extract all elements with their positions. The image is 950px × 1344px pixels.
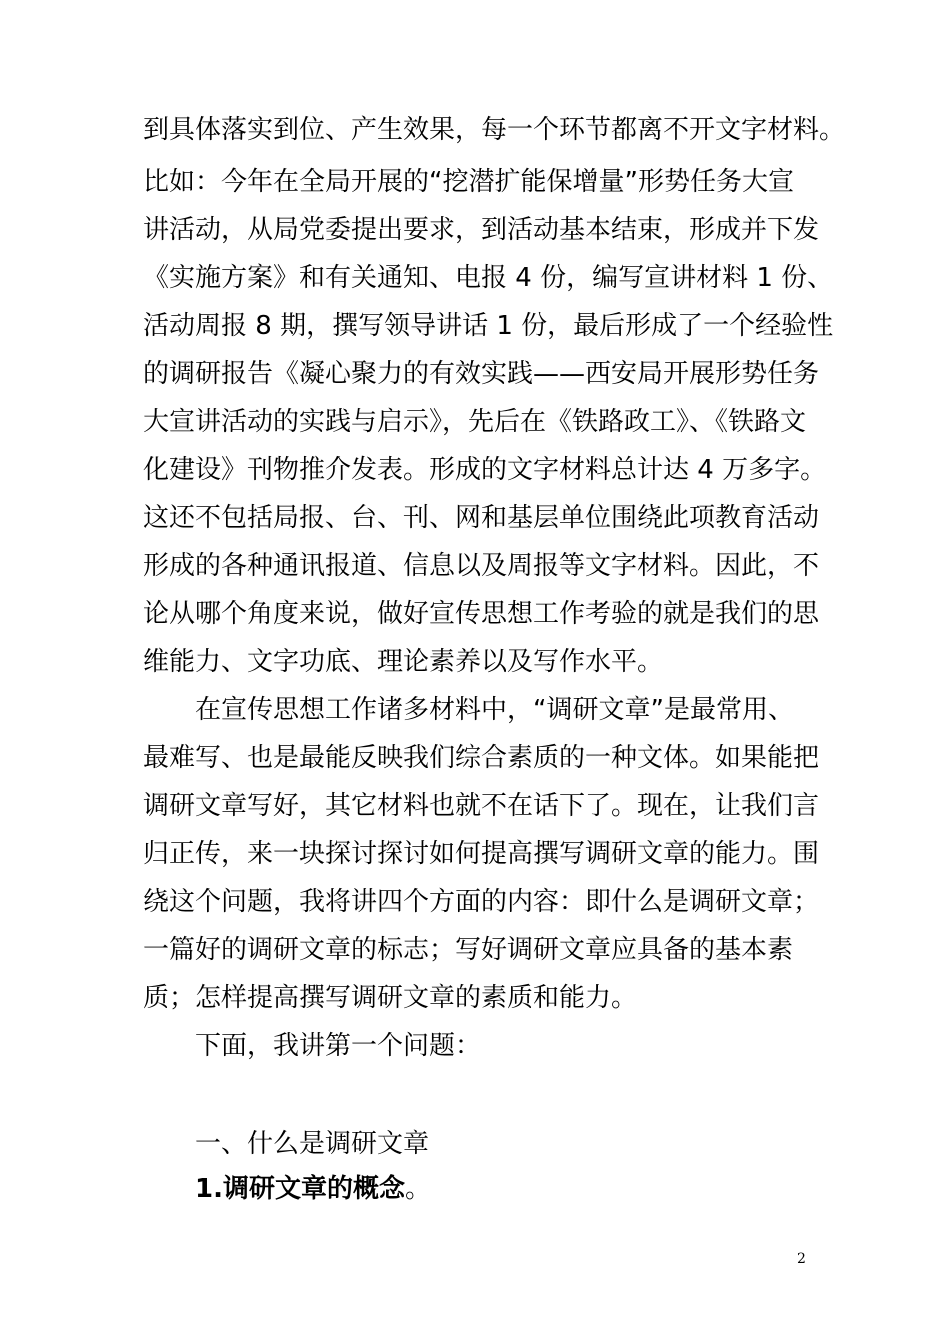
page-number: 2 [797,1251,806,1267]
paragraph-line: 的调研报告《凝心聚力的有效实践——西安局开展形势任务 [143,359,820,389]
paragraph-line: 比如：今年在全局开展的“挖潜扩能保增量”形势任务大宣 [143,167,794,197]
paragraph-line: 质；怎样提高撰写调研文章的素质和能力。 [143,983,638,1013]
paragraph-line: 化建设》刊物推介发表。形成的文字材料总计达 4 万多字。 [143,455,827,485]
paragraph-line: 调研文章写好，其它材料也就不在话下了。现在，让我们言 [143,791,820,821]
paragraph-line: 讲活动，从局党委提出要求，到活动基本结束，形成并下发 [143,215,820,245]
paragraph-line: 归正传，来一块探讨探讨如何提高撰写调研文章的能力。围 [143,839,820,869]
paragraph-line: 在宣传思想工作诸多材料中，“调研文章”是最常用、 [195,695,794,725]
paragraph-line: 一篇好的调研文章的标志；写好调研文章应具备的基本素 [143,935,794,965]
paragraph-line: 维能力、文字功底、理论素养以及写作水平。 [143,647,664,677]
paragraph-line: 形成的各种通讯报道、信息以及周报等文字材料。因此，不 [143,551,820,581]
paragraph-line: 活动周报 8 期，撰写领导讲话 1 份，最后形成了一个经验性 [143,311,834,341]
paragraph-line: 这还不包括局报、台、刊、网和基层单位围绕此项教育活动 [143,503,820,533]
subsection-heading-punctuation: 。 [404,1174,431,1204]
paragraph-line: 论从哪个角度来说，做好宣传思想工作考验的就是我们的思 [143,599,820,629]
paragraph-line: 《实施方案》和有关通知、电报 4 份，编写宣讲材料 1 份、 [143,263,834,293]
paragraph-line: 到具体落实到位、产生效果，每一个环节都离不开文字材料。 [143,115,846,145]
subsection-heading-text: 1.调研文章的概念 [195,1174,405,1204]
paragraph-line: 最难写、也是最能反映我们综合素质的一种文体。如果能把 [143,743,820,773]
paragraph-line: 下面，我讲第一个问题： [195,1031,482,1061]
section-heading: 一、什么是调研文章 [195,1129,430,1159]
subsection-heading [195,1172,431,1206]
paragraph-line: 大宣讲活动的实践与启示》，先后在《铁路政工》、《铁路文 [143,407,807,437]
paragraph-line: 绕这个问题，我将讲四个方面的内容：即什么是调研文章； [143,887,820,917]
